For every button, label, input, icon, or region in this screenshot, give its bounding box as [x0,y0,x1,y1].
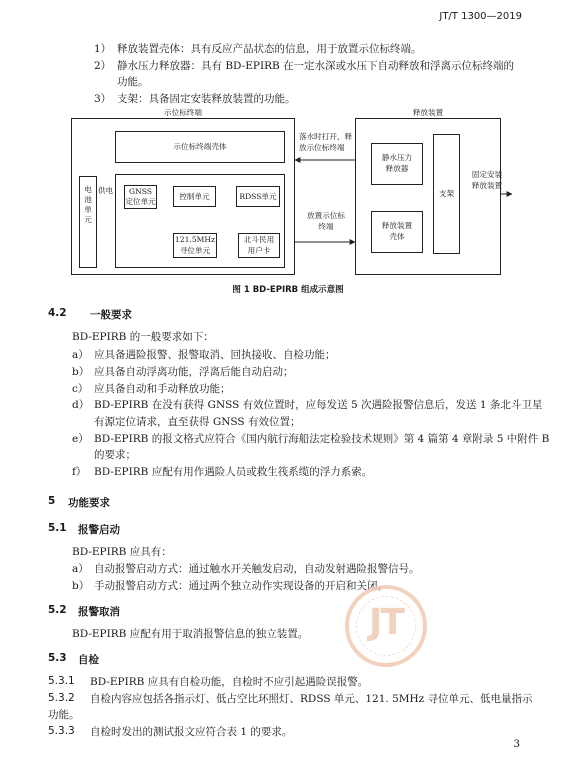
standard-number: JT/T 1300—2019 [439,11,522,22]
stamp-text: JT [369,602,403,643]
jt-watermark-stamp [345,585,427,667]
bracket-box [433,134,460,254]
gnss-label-1: GNSS [129,187,152,196]
page-number: 3 [513,738,520,750]
clause-5-3-1-text: BD-EPIRB 应具有自检功能，自检时不应引起遇险误报警。 [90,676,369,688]
control-label: 控制单元 [179,192,210,201]
mount-label-1: 固定安装 [471,170,503,179]
req-d-label: d） [72,399,90,411]
arrow-bottom-label-2: 终端 [318,222,334,231]
user-card-box [238,233,280,258]
power-label: 供电 [98,186,114,195]
clause-5-3-3-text: 自检时发出的测试报文应符合表 1 的要求。 [90,726,293,738]
gnss-box [124,185,157,209]
req-b-label: b） [72,366,90,378]
section-4-2-intro: BD-EPIRB 的一般要求如下： [72,331,214,343]
list-text-1: 释放装置壳体：具有反应产品状态的信息，用于放置示位标终端。 [117,43,422,55]
clause-5-3-2-number: 5.3.2 [48,692,75,704]
req-a-text: 应具备遇险报警、报警取消、回执接收、自检功能； [94,349,336,361]
clause-5-3-3-number: 5.3.3 [48,725,75,737]
battery-label: 电池单元 [84,185,92,224]
beacon-shell-label: 示位标终端壳体 [173,142,227,151]
bracket-label: 支架 [438,189,455,198]
section-5-3-number: 5.3 [48,652,67,664]
section-4-2-title: 一般要求 [90,309,132,321]
user-card-label-1: 北斗民用 [243,235,275,244]
list-text-3: 支架：具备固定安装释放装置的功能。 [117,93,296,105]
beacon-terminal-title: 示位标终端 [138,108,228,118]
req-e-text: BD-EPIRB 的报文格式应符合《国内航行海船法定检验技术规则》第 4 篇第 4 章附录 5 中附件 B [94,433,550,445]
release-shell-label-2: 壳体 [389,232,405,241]
list-num-2: 2） [94,60,112,72]
req-c-text: 应具备自动和手动释放功能； [94,383,231,395]
req-f-label: f） [72,466,87,478]
hydrostatic-label-2: 释放器 [385,164,409,173]
release-shell-box [371,211,423,253]
section-5-1-title: 报警启动 [78,524,120,536]
section-5-2-text: BD-EPIRB 应配有用于取消报警信息的独立装置。 [72,628,309,640]
list-text-2: 静水压力释放器：具有 BD-EPIRB 在一定水深或水压下自动释放和浮离示位标终端的 [117,60,515,72]
alarm-b-text: 手动报警启动方式：通过两个独立动作实现设备的开启和关闭。 [94,580,388,592]
beacon-shell-box [115,131,285,163]
section-5-1-intro: BD-EPIRB 应具有： [72,546,172,558]
figure-caption: 图 1 BD-EPIRB 组成示意图 [232,285,344,295]
arrow-bottom-label-1: 放置示位标 [307,211,345,220]
release-device-title: 释放装置 [398,108,458,118]
req-d-text: BD-EPIRB 在没有获得 GNSS 有效位置时，应每发送 5 次遇险报警信息后，发送 1 条北斗卫星 [94,399,543,411]
battery-box [79,176,97,268]
section-5-1-number: 5.1 [48,522,67,534]
req-e-cont: 的要求； [94,449,136,461]
alarm-a-text: 自动报警启动方式：通过触水开关触发启动，自动发射遇险报警信号。 [94,563,420,575]
section-5-title: 功能要求 [68,497,110,509]
gnss-label-2: 定位单元 [125,197,156,206]
section-5-2-number: 5.2 [48,604,67,616]
alarm-a-label: a） [72,563,89,575]
section-5-3-title: 自检 [78,654,99,666]
rdss-label: RDSS单元 [239,192,277,201]
release-shell-label-1: 释放装置 [381,221,413,230]
section-5-number: 5 [48,495,56,507]
section-5-2-title: 报警取消 [78,606,120,618]
clause-5-3-2-cont: 功能。 [48,709,80,721]
req-b-text: 应具备自动浮离功能，浮离后能自动启动； [94,366,294,378]
req-a-label: a） [72,349,89,361]
arrow-top-label-1: 落水时打开，释 [299,132,353,141]
rdss-box [236,186,280,207]
req-f-text: BD-EPIRB 应配有用作遇险人员或救生筏系缆的浮力系索。 [94,466,373,478]
homing-label-2: 寻位单元 [179,246,211,255]
arrow-top-label-2: 放示位标终端 [299,143,345,152]
hydrostatic-label-1: 静水压力 [381,153,413,162]
clause-5-3-2-text: 自检内容应包括各指示灯、低占空比环照灯、RDSS 单元、121. 5MHz 寻位单元、低电量指示 [90,693,533,705]
user-card-label-2: 用户卡 [247,246,271,255]
section-4-2-number: 4.2 [48,307,67,319]
list-num-1: 1） [94,43,112,55]
hydrostatic-release-box [371,143,423,185]
homing-label-1: 121.5MHz [174,235,216,244]
req-d-cont: 有源定位请求，直至获得 GNSS 有效位置； [94,416,301,428]
alarm-b-label: b） [72,580,90,592]
clause-5-3-1-number: 5.3.1 [48,675,75,687]
list-text-2-cont: 功能。 [117,76,149,88]
homing-box [173,233,217,258]
req-e-label: e） [72,433,89,445]
figure-diagram [70,108,514,278]
list-num-3: 3） [94,93,112,105]
req-c-label: c） [72,383,89,395]
control-box [173,186,216,207]
mount-label-2: 释放装置 [471,181,503,190]
